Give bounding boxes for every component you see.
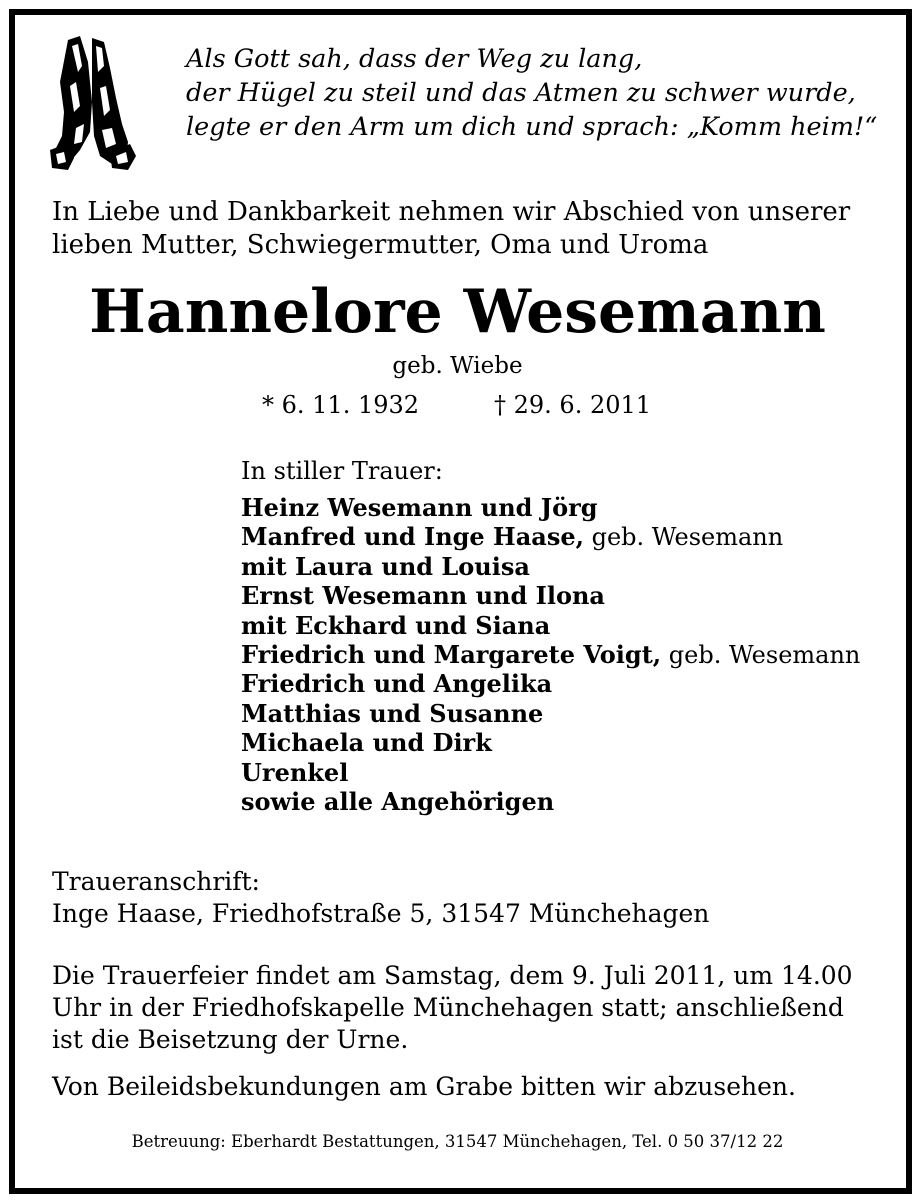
mourner-name: mit Laura und Louisa (241, 551, 530, 581)
poem-line: der Hügel zu steil und das Atmen zu schwer wurde, (186, 78, 856, 108)
mourner-name: Ernst Wesemann und Ilona (241, 581, 605, 611)
mourner-row (241, 581, 860, 610)
intro-line: lieben Mutter, Schwiegermutter, Oma und Uroma (52, 230, 709, 260)
mourner-row (241, 669, 860, 698)
mourner-name: Friedrich und Margarete Voigt, (241, 639, 662, 669)
poem-line: legte er den Arm um dich und sprach: „Komm heim!“ (186, 112, 878, 142)
mourner-row (241, 728, 860, 757)
mourner-row (241, 640, 860, 669)
mourner-name: Urenkel (241, 757, 349, 787)
mourner-name: Manfred und Inge Haase, (241, 522, 584, 552)
deceased-name: Hannelore Wesemann (89, 277, 826, 347)
mourners-list (241, 493, 860, 816)
intro-text (52, 196, 850, 262)
mourning-address (52, 866, 709, 930)
mourner-name: Heinz Wesemann und Jörg (241, 493, 598, 522)
condolences-note: Von Beileidsbekundungen am Grabe bitten wir abzusehen. (52, 1072, 796, 1101)
service-line: Uhr in der Friedhofskapelle Münchehagen statt; anschließend (52, 993, 844, 1022)
mourner-note: geb. Wesemann (661, 640, 861, 669)
poem (186, 42, 877, 144)
birth-date: * 6. 11. 1932 (262, 391, 420, 419)
poem-line: Als Gott sah, dass der Weg zu lang, (186, 44, 643, 74)
praying-hands-icon (40, 32, 140, 172)
mourner-note: geb. Wesemann (583, 523, 784, 552)
address-label: Traueranschrift: (52, 867, 260, 896)
mourner-row (241, 699, 860, 728)
death-date: † 29. 6. 2011 (494, 391, 652, 419)
undertaker-footer: Betreuung: Eberhardt Bestattungen, 31547 Münchehagen, Tel. 0 50 37/12 22 (131, 1132, 784, 1151)
funeral-service-text (52, 960, 853, 1056)
mourner-name: Matthias und Susanne (241, 698, 544, 728)
mourner-name: mit Eckhard und Siana (241, 610, 551, 640)
service-line: ist die Beisetzung der Urne. (52, 1025, 409, 1054)
mourning-heading: In stiller Trauer: (241, 457, 443, 485)
birth-name: geb. Wiebe (392, 353, 523, 379)
mourner-row (241, 552, 860, 581)
mourner-name: Michaela und Dirk (241, 728, 492, 758)
mourner-name: sowie alle Angehörigen (241, 786, 555, 816)
service-line: Die Trauerfeier findet am Samstag, dem 9. Juli 2011, um 14.00 (52, 961, 853, 990)
mourner-row (241, 758, 860, 787)
mourner-row (241, 522, 860, 551)
address-value: Inge Haase, Friedhofstraße 5, 31547 Münchehagen (52, 899, 710, 928)
intro-line: In Liebe und Dankbarkeit nehmen wir Abschied von unserer (52, 197, 851, 227)
mourner-row (241, 787, 860, 816)
mourner-row (241, 611, 860, 640)
mourner-row (241, 493, 860, 522)
mourner-name: Friedrich und Angelika (241, 669, 553, 699)
